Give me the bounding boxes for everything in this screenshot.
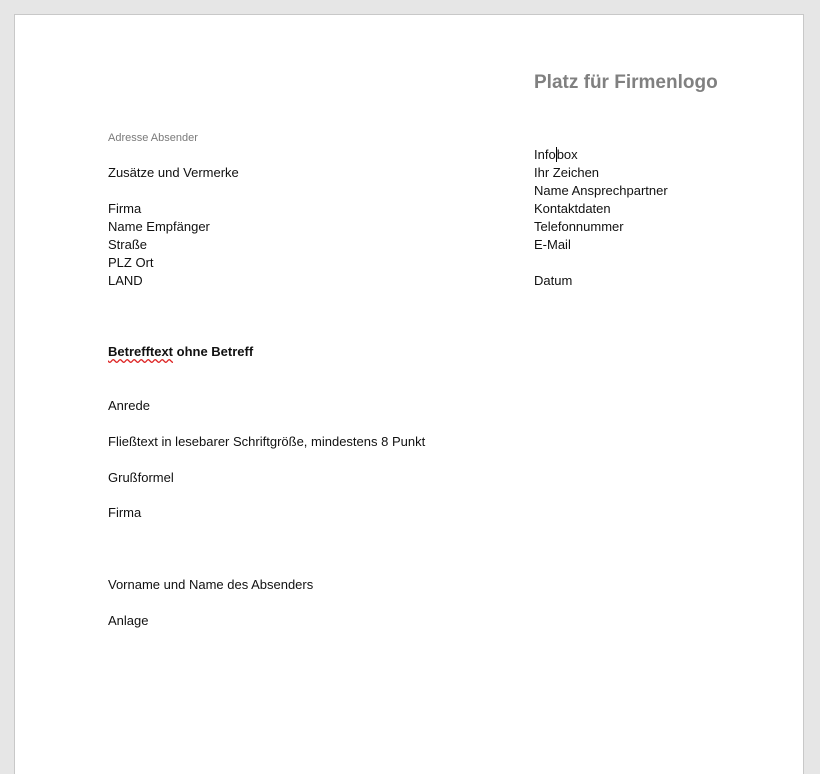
- infobox-title-part2: box: [556, 147, 578, 162]
- infobox-email: E-Mail: [534, 237, 571, 252]
- recipient-zip-city: PLZ Ort: [108, 255, 154, 270]
- recipient-notes: Zusätze und Vermerke: [108, 165, 239, 180]
- logo-placeholder: Platz für Firmenlogo: [534, 72, 718, 93]
- infobox-date: Datum: [534, 273, 573, 288]
- spelling-error-word[interactable]: Betrefftext: [108, 344, 174, 359]
- letter-signatory: Vorname und Name des Absenders: [108, 577, 314, 592]
- letter-closing: Grußformel: [108, 470, 174, 485]
- sender-address: Adresse Absender: [108, 132, 198, 144]
- infobox-your-reference: Ihr Zeichen: [534, 165, 600, 180]
- infobox-contact-data: Kontaktdaten: [534, 201, 611, 216]
- infobox-title: [534, 146, 578, 164]
- recipient-street: Straße: [108, 237, 148, 252]
- infobox-contact-person: Name Ansprechpartner: [534, 183, 668, 198]
- letter-salutation: Anrede: [108, 398, 150, 413]
- letter-subject-rest: ohne Betreff: [173, 344, 254, 359]
- infobox-title-part1: Info: [534, 147, 556, 162]
- recipient-name: Name Empfänger: [108, 219, 210, 234]
- recipient-company: Firma: [108, 201, 142, 216]
- letter-body: Fließtext in lesebarer Schriftgröße, mindestens 8 Punkt: [108, 434, 426, 449]
- letter-company: Firma: [108, 505, 142, 520]
- infobox-phone: Telefonnummer: [534, 219, 624, 234]
- recipient-country: LAND: [108, 273, 143, 288]
- letter-enclosure: Anlage: [108, 613, 149, 628]
- document-page[interactable]: [14, 14, 804, 774]
- letter-subject: [108, 343, 253, 361]
